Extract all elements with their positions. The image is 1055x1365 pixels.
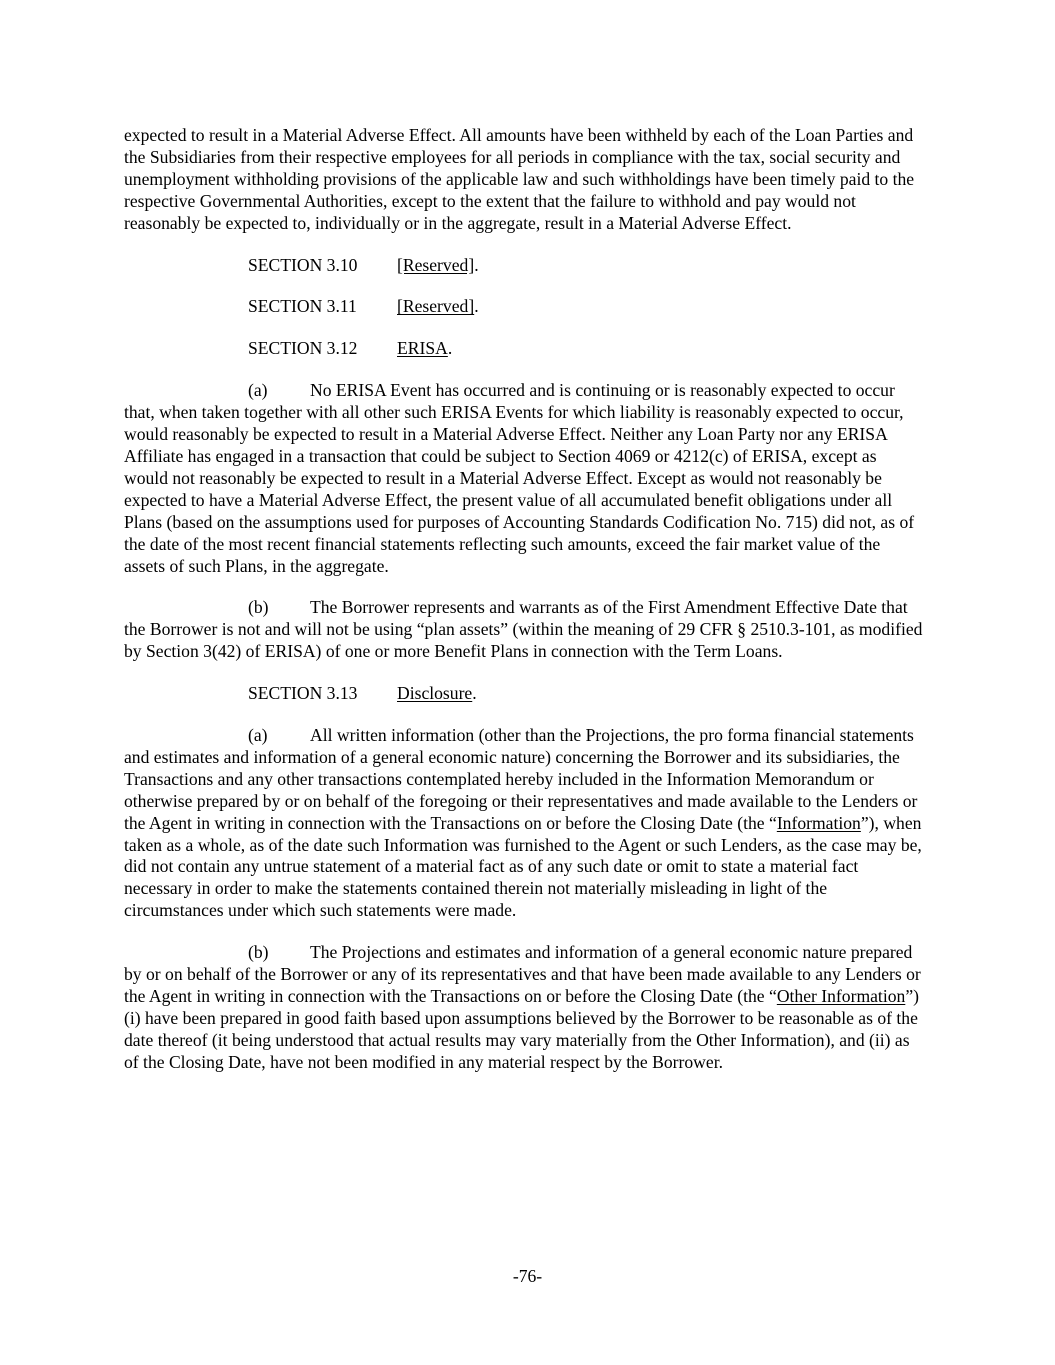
defined-term-information: Information	[776, 812, 861, 833]
section-heading-3-12	[124, 338, 924, 360]
clause-text: No ERISA Event has occurred and is continuing or is reasonably expected to occur that, when taken together with all other such ERISA Events for which liability is reasonably expected to occur, would reasonably be expected to result in a Material Adverse Effect. Neither any Loan Party nor any ERISA Affiliate has engaged in a transaction that could be subject to Section 4069 or 4212(c) of ERISA, except as would not reasonably be expected to result in a Material Adverse Effect. Except as would not reasonably be expected to have a Material Adverse Effect, the present value of all accumulated benefit obligations under all Plans (based on the assumptions used for purposes of Accounting Standards Codification No. 715) did not, as of the date of the most recent financial statements reflecting such amounts, exceed the fair market value of the assets of such Plans, in the aggregate.	[124, 380, 915, 576]
clause-text-before: All written information (other than the Projections, the pro forma financial statements and estimates and information of a general economic nature) concerning the Borrower and its subsidiaries, the Transactions and any other transactions contemplated hereby included in the Information Memorandum or otherwise prepared by or on behalf of the foregoing or their representatives and made available to the Lenders or the Agent in writing in connection with the Transactions on or before the Closing Date (the “	[124, 725, 918, 833]
clause-label: (a)	[248, 380, 268, 401]
clause-label: (a)	[248, 725, 268, 746]
section-title-suffix: .	[472, 683, 477, 704]
section-title-suffix: .	[474, 254, 479, 275]
clause-label: (b)	[248, 597, 269, 618]
section-title-suffix: .	[447, 338, 453, 359]
section-number: SECTION 3.13	[248, 683, 358, 704]
section-title: [Reserved]	[397, 254, 475, 275]
section-title: ERISA	[397, 338, 448, 359]
section-number: SECTION 3.12	[248, 338, 358, 359]
clause-text-before: The Projections and estimates and information of a general economic nature prepared by or on behalf of the Borrower or any of its representatives and that have been made available to any Lenders or the Agent in writing in connection with the Transactions on or before the Closing Date (the “	[124, 942, 921, 1006]
section-number: SECTION 3.11	[248, 296, 357, 317]
section-title: [Reserved]	[397, 296, 475, 317]
section-title-suffix: .	[474, 296, 479, 317]
defined-term-other-information: Other Information	[776, 986, 906, 1006]
page-number: -76-	[512, 1266, 543, 1286]
section-heading-3-11	[124, 296, 924, 318]
clause-text-after: ”), when taken as a whole, as of the date such Information was furnished to the Agent or such Lenders, as the case may be, did not contain any untrue statement of a material fact as of any such date or omit to state a material fact necessary in order to make the statements contained therein not materially misleading in light of the circumstances under which such statements were made.	[124, 812, 922, 921]
section-heading-3-13	[124, 683, 924, 705]
clause-label: (b)	[248, 942, 269, 963]
clause-text: The Borrower represents and warrants as of the First Amendment Effective Date that the Borrower is not and will not be using “plan assets” (within the meaning of 29 CFR § 2510.3-101, as modified by Section 3(42) of ERISA) of one or more Benefit Plans in connection with the Term Loans.	[124, 597, 923, 662]
disclosure-clause-a	[124, 725, 924, 922]
document-page	[124, 125, 924, 1074]
intro-paragraph: expected to result in a Material Adverse Effect. All amounts have been withheld by each of the Loan Parties and the Subsidiaries from their respective employees for all periods in compliance with the tax, social security and unemployment withholding provisions of the applicable law and such withholdings have been timely paid to the respective Governmental Authorities, except to the extent that the failure to withhold and pay would not reasonably be expected to, individually or in the aggregate, result in a Material Adverse Effect.	[124, 125, 915, 233]
section-heading-3-10	[124, 255, 924, 277]
section-title: Disclosure	[397, 683, 473, 704]
erisa-clause-a	[124, 380, 924, 577]
section-number: SECTION 3.10	[248, 254, 358, 275]
disclosure-clause-b	[124, 942, 924, 1073]
erisa-clause-b	[124, 597, 924, 663]
clause-text-after: ”) (i) have been prepared in good faith based upon assumptions believed by the Borrower to be reasonable as of the date thereof (it being understood that actual results may vary materially from the Other Information), and (ii) as of the Closing Date, have not been modified in any material respect by the Borrower.	[124, 986, 919, 1072]
